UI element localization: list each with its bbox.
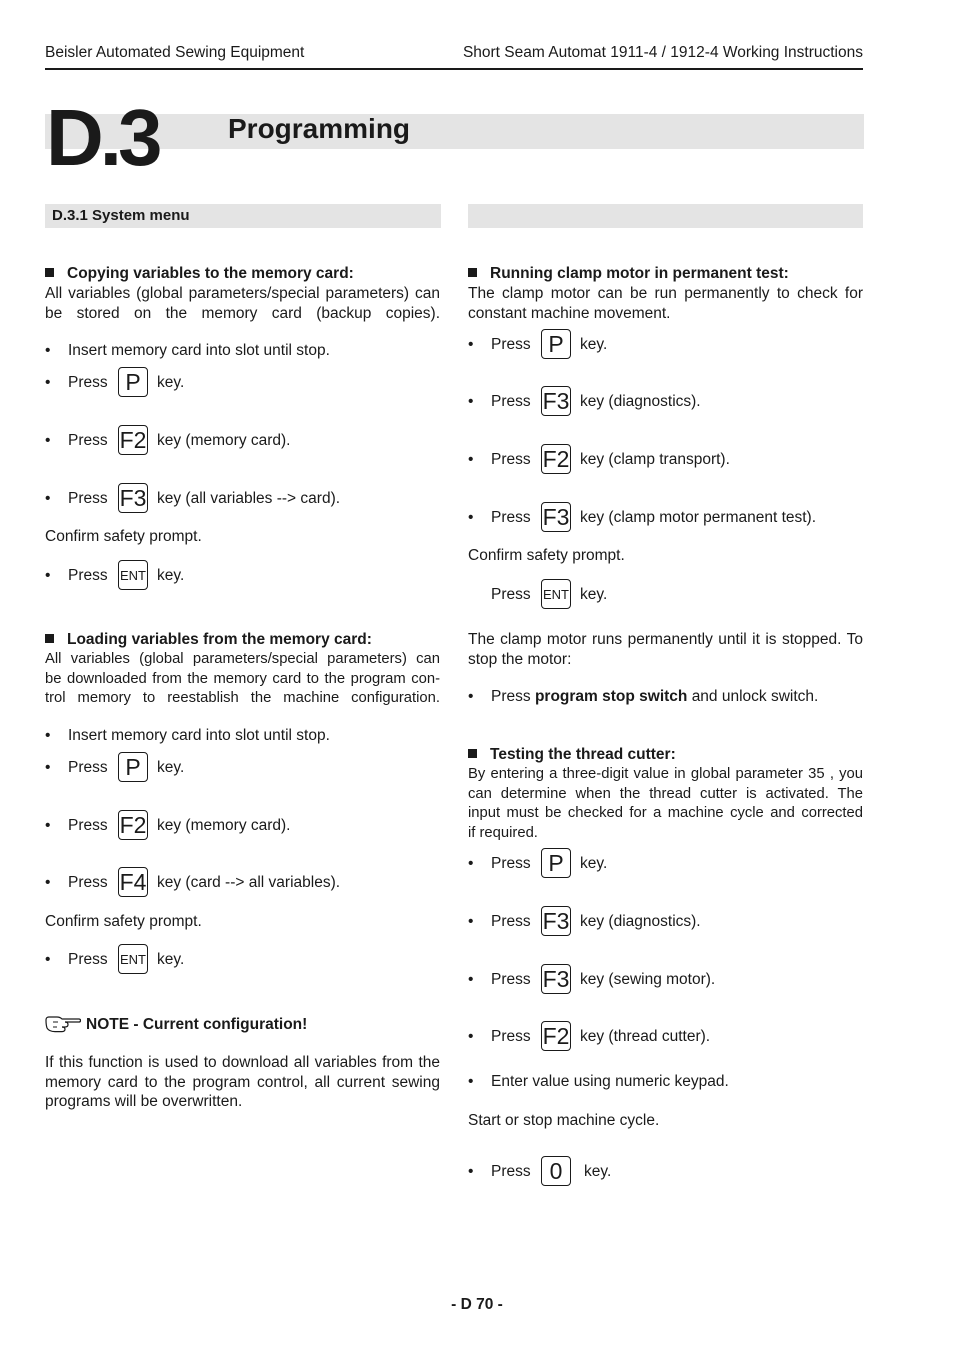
p-key: P	[118, 367, 148, 397]
load-step-1: Insert memory card into slot until stop.	[68, 727, 330, 744]
f3-key: F3	[541, 386, 571, 416]
f2-key: F2	[118, 425, 148, 455]
f2-key: F2	[118, 810, 148, 840]
zero-key: 0	[541, 1156, 571, 1186]
clamp-heading: Running clamp motor in permanent test:	[468, 264, 789, 284]
f3-key: F3	[541, 964, 571, 994]
section-title: D.3.1 System menu	[52, 207, 190, 224]
load-confirm: Confirm safety prompt.	[45, 913, 202, 930]
chapter-title: Programming	[228, 113, 411, 144]
header-left: Beisler Automated Sewing Equipment	[45, 44, 305, 61]
f4-key: F4	[118, 867, 148, 897]
page-number: - D 70 -	[451, 1296, 503, 1313]
cutter-cycle: Start or stop machine cycle.	[468, 1112, 660, 1129]
square-bullet-icon	[468, 268, 477, 277]
chapter-number: D.3	[46, 93, 159, 182]
copy-intro: All variables (global parameters/special parameters) can be stored on the memory card (backup copies).	[45, 285, 440, 322]
ent-key: ENT	[541, 579, 571, 609]
cutter-heading: Testing the thread cutter:	[468, 745, 676, 765]
clamp-info: The clamp motor runs permanently until it is stopped. To stop the motor:	[468, 631, 863, 668]
clamp-confirm: Confirm safety prompt.	[468, 547, 625, 564]
cutter-step-keypad: Enter value using numeric keypad.	[491, 1073, 729, 1090]
p-key: P	[541, 329, 571, 359]
clamp-stop-step: Press program stop switch and unlock switch.	[491, 688, 819, 705]
header-rule	[45, 68, 863, 70]
copy-confirm: Confirm safety prompt.	[45, 528, 202, 545]
cutter-intro: By entering a three-digit value in global parameter 35 , you can determine when the thread cutter is activated. The input must be checked for a machine cycle and corrected if required.	[468, 766, 863, 841]
header-right: Short Seam Automat 1911-4 / 1912-4 Working Instructions	[462, 44, 863, 61]
ent-key: ENT	[118, 560, 148, 590]
section-bar-right	[468, 204, 863, 228]
copy-heading: Copying variables to the memory card:	[45, 264, 354, 284]
square-bullet-icon	[468, 749, 477, 758]
clamp-intro: The clamp motor can be run permanently to check for constant machine movement.	[468, 285, 863, 322]
f3-key: F3	[118, 483, 148, 513]
copy-step-1: Insert memory card into slot until stop.	[68, 342, 330, 359]
square-bullet-icon	[45, 268, 54, 277]
f3-key: F3	[541, 906, 571, 936]
pointing-hand-icon	[45, 1016, 81, 1034]
p-key: P	[118, 752, 148, 782]
chapter-bar	[45, 114, 864, 149]
f2-key: F2	[541, 1021, 571, 1051]
p-key: P	[541, 848, 571, 878]
ent-key: ENT	[118, 944, 148, 974]
load-heading: Loading variables from the memory card:	[45, 630, 372, 650]
square-bullet-icon	[45, 634, 54, 643]
note-text: If this function is used to download all variables from the memory card to the program control, all current sewing programs will be overwritten.	[45, 1054, 440, 1110]
note-heading: NOTE - Current configuration!	[86, 1016, 308, 1033]
f2-key: F2	[541, 444, 571, 474]
load-intro: All variables (global parameters/special parameters) can be downloaded from the memory card to the program con- trol memory to reestablish the machine configuration.	[45, 651, 440, 706]
f3-key: F3	[541, 502, 571, 532]
